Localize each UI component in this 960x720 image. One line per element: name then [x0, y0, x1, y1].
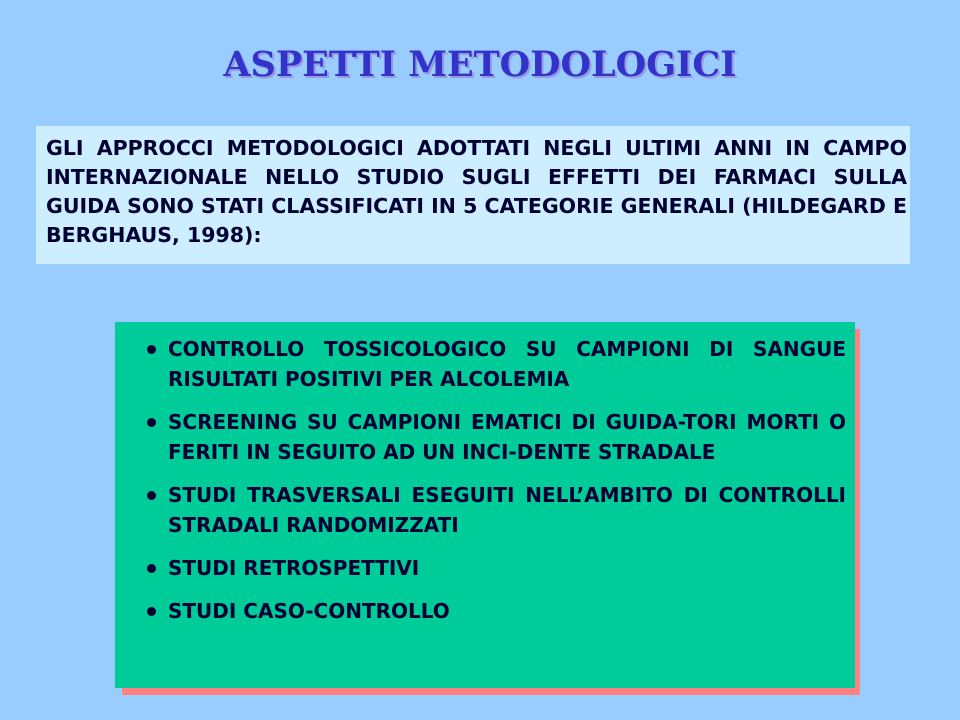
bullet-icon	[147, 491, 156, 500]
list-item	[145, 407, 846, 467]
list-item	[145, 480, 846, 540]
bullet-list	[145, 334, 846, 626]
bullet-icon	[147, 418, 156, 427]
list-item-text: SCREENING SU CAMPIONI EMATICI DI GUIDA-TORI MORTI O FERITI IN SEGUITO AD UN INCI-DENTE STRADALE	[168, 410, 846, 464]
list-item-text: STUDI CASO-CONTROLLO	[168, 599, 450, 623]
list-item-text: STUDI RETROSPETTIVI	[168, 556, 420, 580]
list-item-text: STUDI TRASVERSALI ESEGUITI NELL’AMBITO DI CONTROLLI STRADALI RANDOMIZZATI	[168, 483, 846, 537]
intro-box	[36, 126, 910, 264]
list-item	[145, 334, 846, 394]
list-item	[145, 596, 846, 626]
intro-text: GLI APPROCCI METODOLOGICI ADOTTATI NEGLI ULTIMI ANNI IN CAMPO INTERNAZIONALE NELLO STUDIO SUGLI EFFETTI DEI FARMACI SULLA GUIDA SONO STATI CLASSIFICATI IN 5 CATEGORIE GENERALI (HILDEGARD E BERGHAUS, 1998):	[46, 136, 907, 247]
bullet-icon	[147, 345, 156, 354]
list-item	[145, 553, 846, 583]
list-item-text: CONTROLLO TOSSICOLOGICO SU CAMPIONI DI SANGUE RISULTATI POSITIVI PER ALCOLEMIA	[168, 337, 846, 391]
list-box	[115, 322, 855, 688]
bullet-icon	[147, 607, 156, 616]
bullet-icon	[147, 564, 156, 573]
slide-title: ASPETTI METODOLOGICI	[223, 44, 737, 85]
